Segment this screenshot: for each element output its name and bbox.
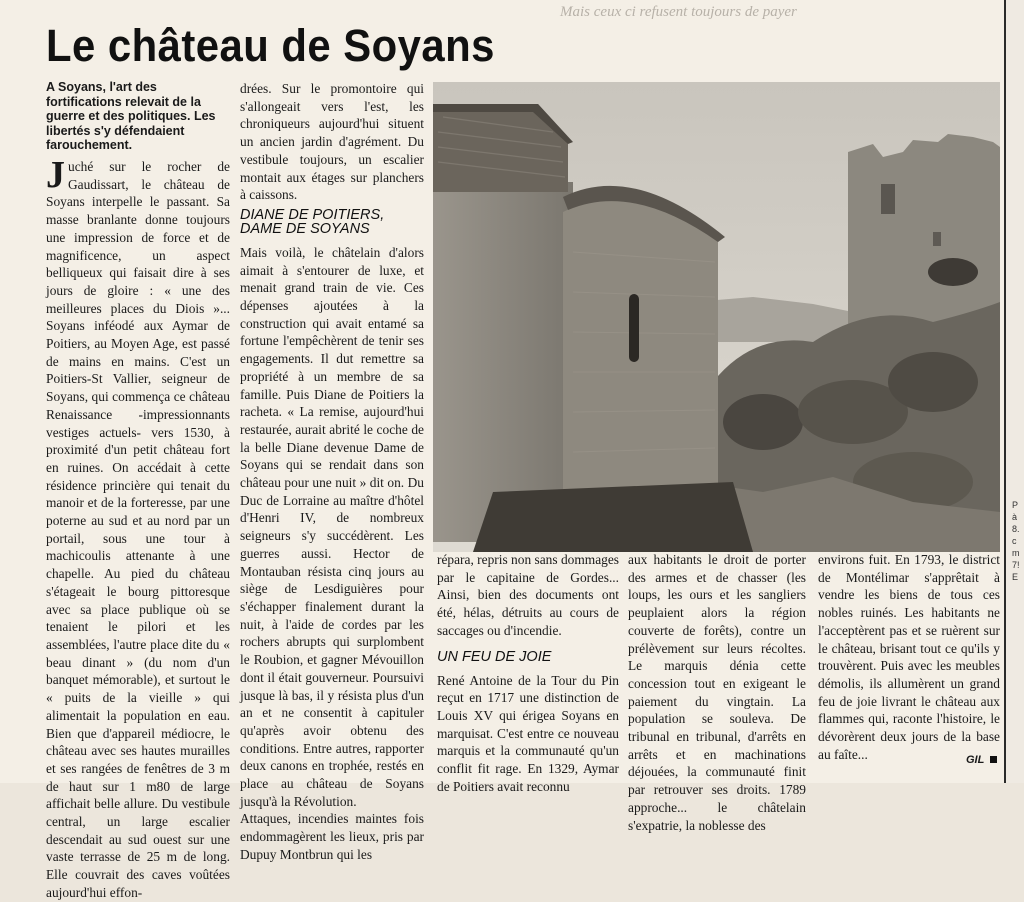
article-lede: A Soyans, l'art des fortifications relevait de la guerre et des politiques. Les libertés s'y défendaient farouchement.: [46, 80, 216, 152]
column-2-text-c: Attaques, incendies maintes fois endommagèrent les lieux, pris par Dupuy Montbrun qui les: [240, 811, 424, 862]
column-3: [437, 551, 619, 795]
author-byline: GIL: [966, 754, 985, 766]
edge-fragment: m: [1012, 548, 1020, 558]
column-1-text: uché sur le rocher de Gaudissart, le château de Soyans interpelle le passant. Sa masse branlante donne toujours une impression de force et de magnificence, un aspect belliqueux qui faisait dire à ses jours de gloire : « une des meilleures places du Diois »... Soyans inféodé aux Aymar de Poitiers, au Moyen Age, est passé de mains en mains. C'est un Poitiers-St Vallier, seigneur de Soyans, qui commença ce château Renaissance -impressionnants vestiges actuels- vers 1530, à proximité d'un petit château fort en ruines. On accédait à cette résidence princière qui tenait du manoir et de la forteresse, par une poterne au sud et au nord par un portail, sous une tour à machicoulis attenante à une chapelle. Au pied du château s'étageait le bourg pittoresque avec sa place publique où se tenaient le pilori et les assemblées, l'autre place dite du « beau dinant » (du nom d'un banquet mémorable), et surtout le « puits de la vieille » qui alimentait la population en eau. Bien que d'appareil médiocre, le château avec ses hautes murailles et ses rangées de fenêtres de 3 m de haut sur 1 m80 de large affichait belle allure. Du vestibule central, un large escalier descendait au sud ouest sur une vaste terrasse de 25 m de long. Elle couvrait des caves voûtées aujourd'hui effon-: [46, 159, 230, 900]
castle-photo-illustration: [433, 82, 1000, 552]
end-mark: [990, 756, 997, 763]
edge-fragment: E: [1012, 572, 1019, 582]
paragraph: [46, 154, 230, 902]
column-5-text: environs fuit. En 1793, le district de Montélimar s'apprêtait à vendre les biens de tous ces nobles ruinés. Les habitants ne l'acceptèrent pas et se ruèrent sur le château, brisant tout ce qu'ils y trouvèrent. Puis avec les meubles démolis, ils allumèrent un grand feu de joie livrant le château aux flammes qui, raconte l'histoire, le dévorèrent deux jours de la base au faîte...: [818, 552, 1000, 762]
column-1: [46, 154, 230, 902]
drop-cap: J: [46, 154, 65, 196]
article-headline: Le château de Soyans: [46, 20, 495, 71]
column-3-text-b: René Antoine de la Tour du Pin reçut en 1717 une distinction de Louis XV qui érigea Soyans en marquisat. C'est entre ce nouveau marquis et la communauté qu'un conflit fit rage. En 1329, Aymar de Poitiers avait reconnu: [437, 672, 619, 794]
subhead-line: DAME DE SOYANS: [240, 220, 370, 237]
bleed-through-header: Mais ceux ci refusent toujours de payer: [560, 4, 797, 20]
column-4-text: aux habitants le droit de porter des armes et de chasser (les loups, les ours et les sangliers peuplaient alors la région couverte de forêts), contre un prélèvement sur leurs récoltes. Le marquis dénia cette concession tout en exigeant le paiement du vingtain. La population se souleva. De tribunal en tribunal, d'arrêts en arrêts et en machinations déjouées, la communauté finit par retrouver ses droits. 1789 approche... le châtelain s'expatrie, la noblesse des: [628, 552, 806, 833]
adjacent-page-edge: [1004, 0, 1024, 783]
column-5: [818, 551, 1000, 763]
castle-photo: [433, 82, 1000, 552]
subhead-diane-de-poitiers: [240, 208, 424, 236]
edge-fragment: P: [1012, 500, 1019, 510]
column-2-text-b: Mais voilà, le châtelain d'alors aimait à s'entourer de luxe, et menait grand train de vie. Ces dépenses ajoutées à la construction qui avait entamé sa fortune l'empêchèrent de tenir ses engagements. Il dut remettre sa propriété à un membre de sa famille. Puis Diane de Poitiers la racheta. « La remise, aujourd'hui restaurée, aurait abrité le coche de la belle Diane devenue Dame de Soyans qui se rendait dans son château pour une nuit » dit on. Du Duc de Lorraine au maître d'hôtel d'Henri IV, de nombreux seigneurs s'y succédèrent. Les guerres aussi. Hector de Montauban résista cinq jours au siège de Lesdiguières pour s'échapper finalement durant la nuit, à l'aide de cordes par les rochers abrupts qui surplombent le Roubion, et gagner Mévouillon dont il était gouverneur. Poursuivi jusque là bas, il y résista plus d'un an et ne consentit à capituler qu'après avoir obtenu des conditions. Entre autres, rapporter deux canons en trophée, restés en place au château de Soyans jusqu'à la Révolution.: [240, 244, 424, 809]
column-3-text-a: répara, repris non sans dommages par le capitaine de Gordes... Ainsi, bien des documents ont été, hélas, détruits au cours de saccages ou d'incendie.: [437, 552, 619, 638]
edge-fragment: 8.: [1012, 524, 1020, 534]
edge-fragment: à: [1012, 512, 1018, 522]
subhead-un-feu-de-joie: UN FEU DE JOIE: [437, 648, 552, 665]
edge-fragment: 7!: [1012, 560, 1020, 570]
column-2-text-a: drées. Sur le promontoire qui s'allongeait vers l'est, les chroniqueurs aujourd'hui situent un ancien jardin d'agrément. Du vestibule toujours, un escalier montait aux étages sur planchers à caissons.: [240, 81, 424, 203]
column-4: [628, 551, 806, 834]
column-2: [240, 80, 424, 864]
subhead-line: DIANE DE POITIERS,: [240, 206, 385, 223]
edge-fragment: c: [1012, 536, 1017, 546]
